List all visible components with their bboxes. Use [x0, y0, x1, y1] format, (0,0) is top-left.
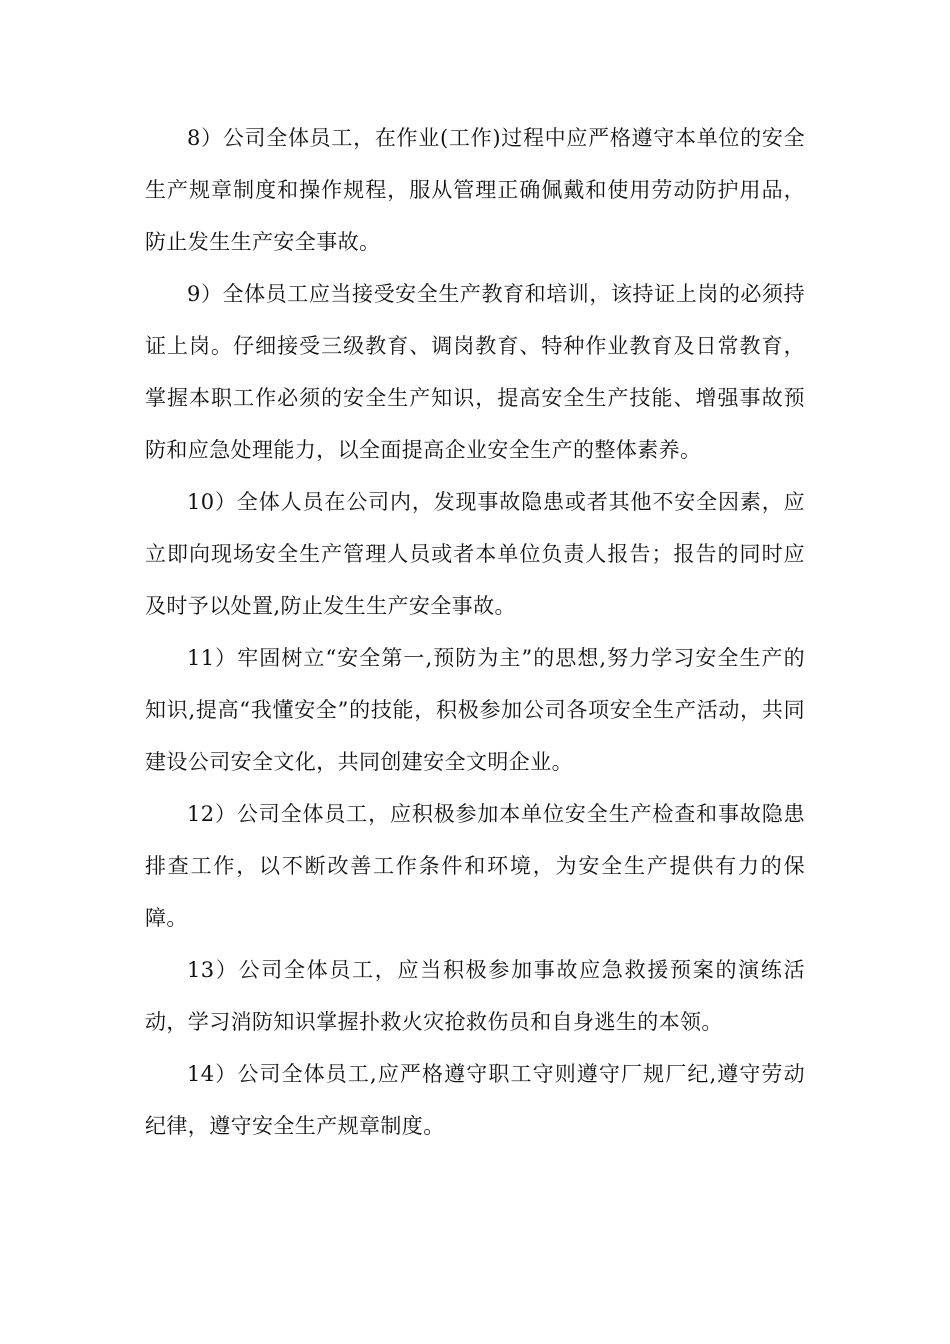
paragraph-item-9: 9）全体员工应当接受安全生产教育和培训，该持证上岗的必须持证上岗。仔细接受三级教育、调岗教育、特种作业教育及日常教育，掌握本职工作必须的安全生产知识，提高安全生产技能、增强事故预防和应急处理能力，以全面提高企业安全生产的整体素养。 [145, 282, 805, 462]
paragraph-item-10: 10）全体人员在公司内，发现事故隐患或者其他不安全因素，应立即向现场安全生产管理人员或者本单位负责人报告；报告的同时应及时予以处置,防止发生生产安全事故。 [145, 490, 805, 618]
paragraph-item-11: 11）牢固树立“安全第一,预防为主”的思想,努力学习安全生产的知识,提高“我懂安全”的技能，积极参加公司各项安全生产活动，共同建设公司安全文化，共同创建安全文明企业。 [145, 646, 805, 774]
paragraph-item-14: 14）公司全体员工,应严格遵守职工守则遵守厂规厂纪,遵守劳动纪律，遵守安全生产规章制度。 [145, 1062, 805, 1138]
paragraph-item-13: 13）公司全体员工，应当积极参加事故应急救援预案的演练活动，学习消防知识掌握扑救火灾抢救伤员和自身逃生的本领。 [145, 958, 805, 1034]
document-body [145, 112, 805, 1152]
paragraph-item-12: 12）公司全体员工，应积极参加本单位安全生产检查和事故隐患排查工作，以不断改善工作条件和环境，为安全生产提供有力的保障。 [145, 802, 805, 930]
paragraph-item-8: 8）公司全体员工，在作业(工作)过程中应严格遵守本单位的安全生产规章制度和操作规程，服从管理正确佩戴和使用劳动防护用品，防止发生生产安全事故。 [145, 126, 805, 254]
